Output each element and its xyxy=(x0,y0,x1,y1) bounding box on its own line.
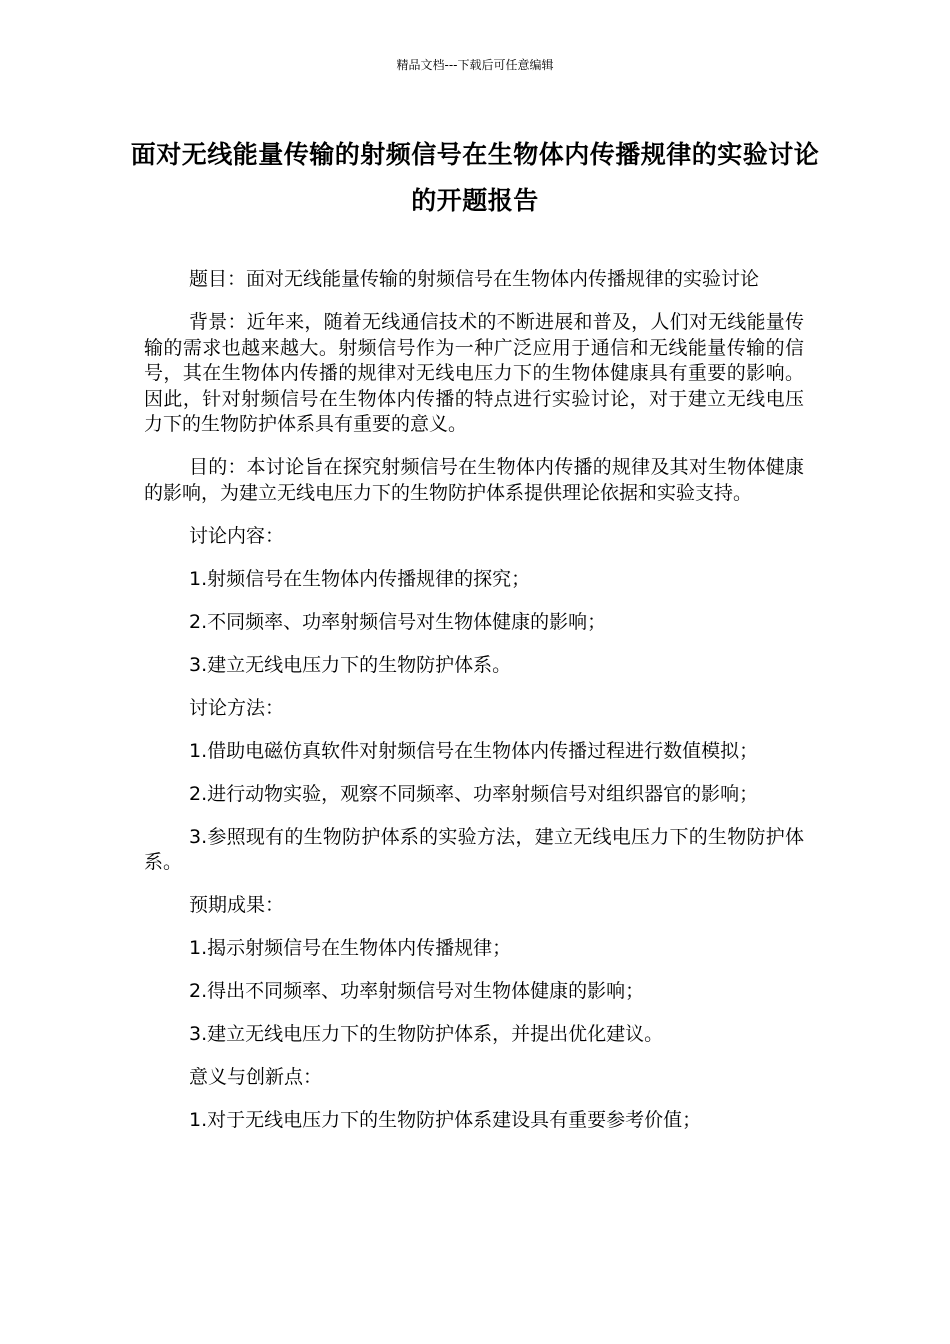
list-item: 2.不同频率、功率射频信号对生物体健康的影响； xyxy=(189,610,607,633)
paragraph-background: 背景：近年来，随着无线通信技术的不断进展和普及，人们对无线能量传输的需求也越来越大。射频信号作为一种广泛应用于通信和无线能量传输的信号，其在生物体内传播的规律对无线电压力下的生物体健康具有重要的影响。因此，针对射频信号在生物体内传播的特点进行实验讨论，对于建立无线电压力下的生物防护体系具有重要的意义。 xyxy=(144,311,804,435)
list-item: 3.建立无线电压力下的生物防护体系。 xyxy=(189,653,512,676)
section-heading-outcomes: 预期成果： xyxy=(189,894,285,916)
document-body xyxy=(144,267,804,1151)
list-item: 1.借助电磁仿真软件对射频信号在生物体内传播过程进行数值模拟； xyxy=(189,739,759,762)
list-item: 1.对于无线电压力下的生物防护体系建设具有重要参考价值； xyxy=(189,1109,702,1131)
page-header-note: 精品文档---下载后可任意编辑 xyxy=(396,58,554,72)
list-item: 2.得出不同频率、功率射频信号对生物体健康的影响； xyxy=(189,980,645,1002)
list-item: 1.揭示射频信号在生物体内传播规律； xyxy=(189,937,512,959)
paragraph-purpose: 目的：本讨论旨在探究射频信号在生物体内传播的规律及其对生物体健康的影响，为建立无线电压力下的生物防护体系提供理论依据和实验支持。 xyxy=(144,456,804,504)
paragraph-topic: 题目：面对无线能量传输的射频信号在生物体内传播规律的实验讨论 xyxy=(189,268,760,290)
list-item: 1.射频信号在生物体内传播规律的探究； xyxy=(189,567,531,590)
section-heading-content: 讨论内容： xyxy=(189,524,285,547)
list-item: 3.建立无线电压力下的生物防护体系，并提出优化建议。 xyxy=(189,1023,664,1045)
section-heading-methods: 讨论方法： xyxy=(189,696,285,719)
list-item: 3.参照现有的生物防护体系的实验方法，建立无线电压力下的生物防护体系。 xyxy=(144,825,804,873)
document-title: 面对无线能量传输的射频信号在生物体内传播规律的实验讨论的开题报告 xyxy=(130,140,820,215)
section-heading-significance: 意义与创新点： xyxy=(189,1066,323,1088)
list-item: 2.进行动物实验，观察不同频率、功率射频信号对组织器官的影响； xyxy=(189,782,759,805)
